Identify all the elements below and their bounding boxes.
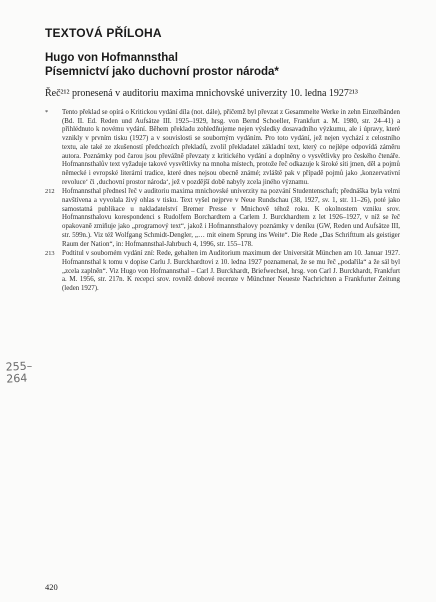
footnote-text: Hofmannsthal přednesl řeč v auditoriu maxima mnichovské univerzity na pozvání Studentenschaft; přednáška byla velmi navštívena a vyvolala živý ohlas v tisku. Text vyšel nejprve v Neue Rundschau (38, 1927, sv. 1, str. 11–26), poté jako samostatná publikace u nakladatelství Bremer Presse v Mnichově téhož roku. K okolnostem vzniku srov. Hofmannsthalovu korespondenci s Rudolfem Borchardtem a Carlem J. Burckhardtem z let 1926–1927, v níž se řeč opakovaně zmiňuje jako „programový text“, jakož i Hofmannsthalovy poznámky v deníku (GW, Reden und Aufsätze III, str. 599n.). Viz též Wolfgang Schmidt-Dengler, „… mit einem Sprung ins Weite“. Die Rede „Das Schrifttum als geistiger Raum der Nation“, in: Hofmannsthal-Jahrbuch 4, 1996, str. 155–178. bbox=[62, 188, 400, 248]
footnote bbox=[45, 250, 400, 294]
footnote bbox=[45, 188, 400, 249]
page-number: 420 bbox=[45, 582, 58, 592]
footnote-number: 213 bbox=[45, 250, 55, 258]
footnote bbox=[45, 109, 400, 187]
section-label: TEXTOVÁ PŘÍLOHA bbox=[45, 26, 162, 40]
footnote-text: Tento překlad se opírá o Kritickou vydání díla (not. dále), přičemž byl převzat z Gesammelte Werke in zehn Einzelbänden (Bd. II. Ed. Reden und Aufsätze III. 1925–1929, hrsg. von Bernd Schoeller, Frankfurt a. M. 1980, str. 24–41) a přihlédnuto k novému vydání. Během překladu zohledňujeme nejen výsledky dosavadního výzkumu, ale i úpravy, které vznikly v prvním tisku (1927) a v souvislosti se souborným vydáním. Pro toto vydání, jež nejen vychází z celostního textu, ale také ze zkušeností předchozích překladů, zvolil překladatel základní text, který co nejlépe odpovídá záměru autora. Poznámky pod čarou jsou převážně převzaty z kritického vydání a doplněny o vysvětlivky pro českého čtenáře. Hofmannsthalův text vyžaduje takové vysvětlivky na mnoha místech, protože řeč odkazuje k široké síti jmen, děl a pojmů německé i evropské literární tradice, které dnes nejsou obecně známé; zvláště pak v případě pojmů jako ‚konzervativní revoluce‘ či ‚duchovní prostor národa‘, jež v pozdější době nabyly zcela jiného významu. bbox=[62, 109, 400, 186]
footnotes bbox=[45, 109, 400, 295]
footnote-text: Podtitul v souborném vydání zní: Rede, gehalten im Auditorium maximum der Universität München am 10. Januar 1927. Hofmannsthal k tomu v dopise Carlu J. Burckhardtovi z 10. ledna 1927 poznamenal, že se mu řeč „podařila“ a že sál byl „zcela zaplněn“. Viz Hugo von Hofmannsthal – Carl J. Burckhardt, Briefwechsel, hrsg. von Carl J. Burckhardt, Frankfurt a. M. 1956, str. 217n. K recepci srov. rovněž dobové recenze v Münchner Neueste Nachrichten a Frankfurter Zeitung (leden 1927). bbox=[62, 250, 400, 293]
document-title: Písemnictví jako duchovní prostor národa* bbox=[45, 66, 279, 78]
footnote-number: 212 bbox=[45, 188, 55, 196]
handwritten-margin-note: 255–264 bbox=[5, 359, 33, 386]
document-subtitle: Řeč²¹² pronesená v auditoriu maxima mnichovské univerzity 10. ledna 1927²¹³ bbox=[45, 88, 358, 99]
footnote-number: * bbox=[45, 109, 49, 116]
author-name: Hugo von Hofmannsthal bbox=[45, 52, 178, 64]
